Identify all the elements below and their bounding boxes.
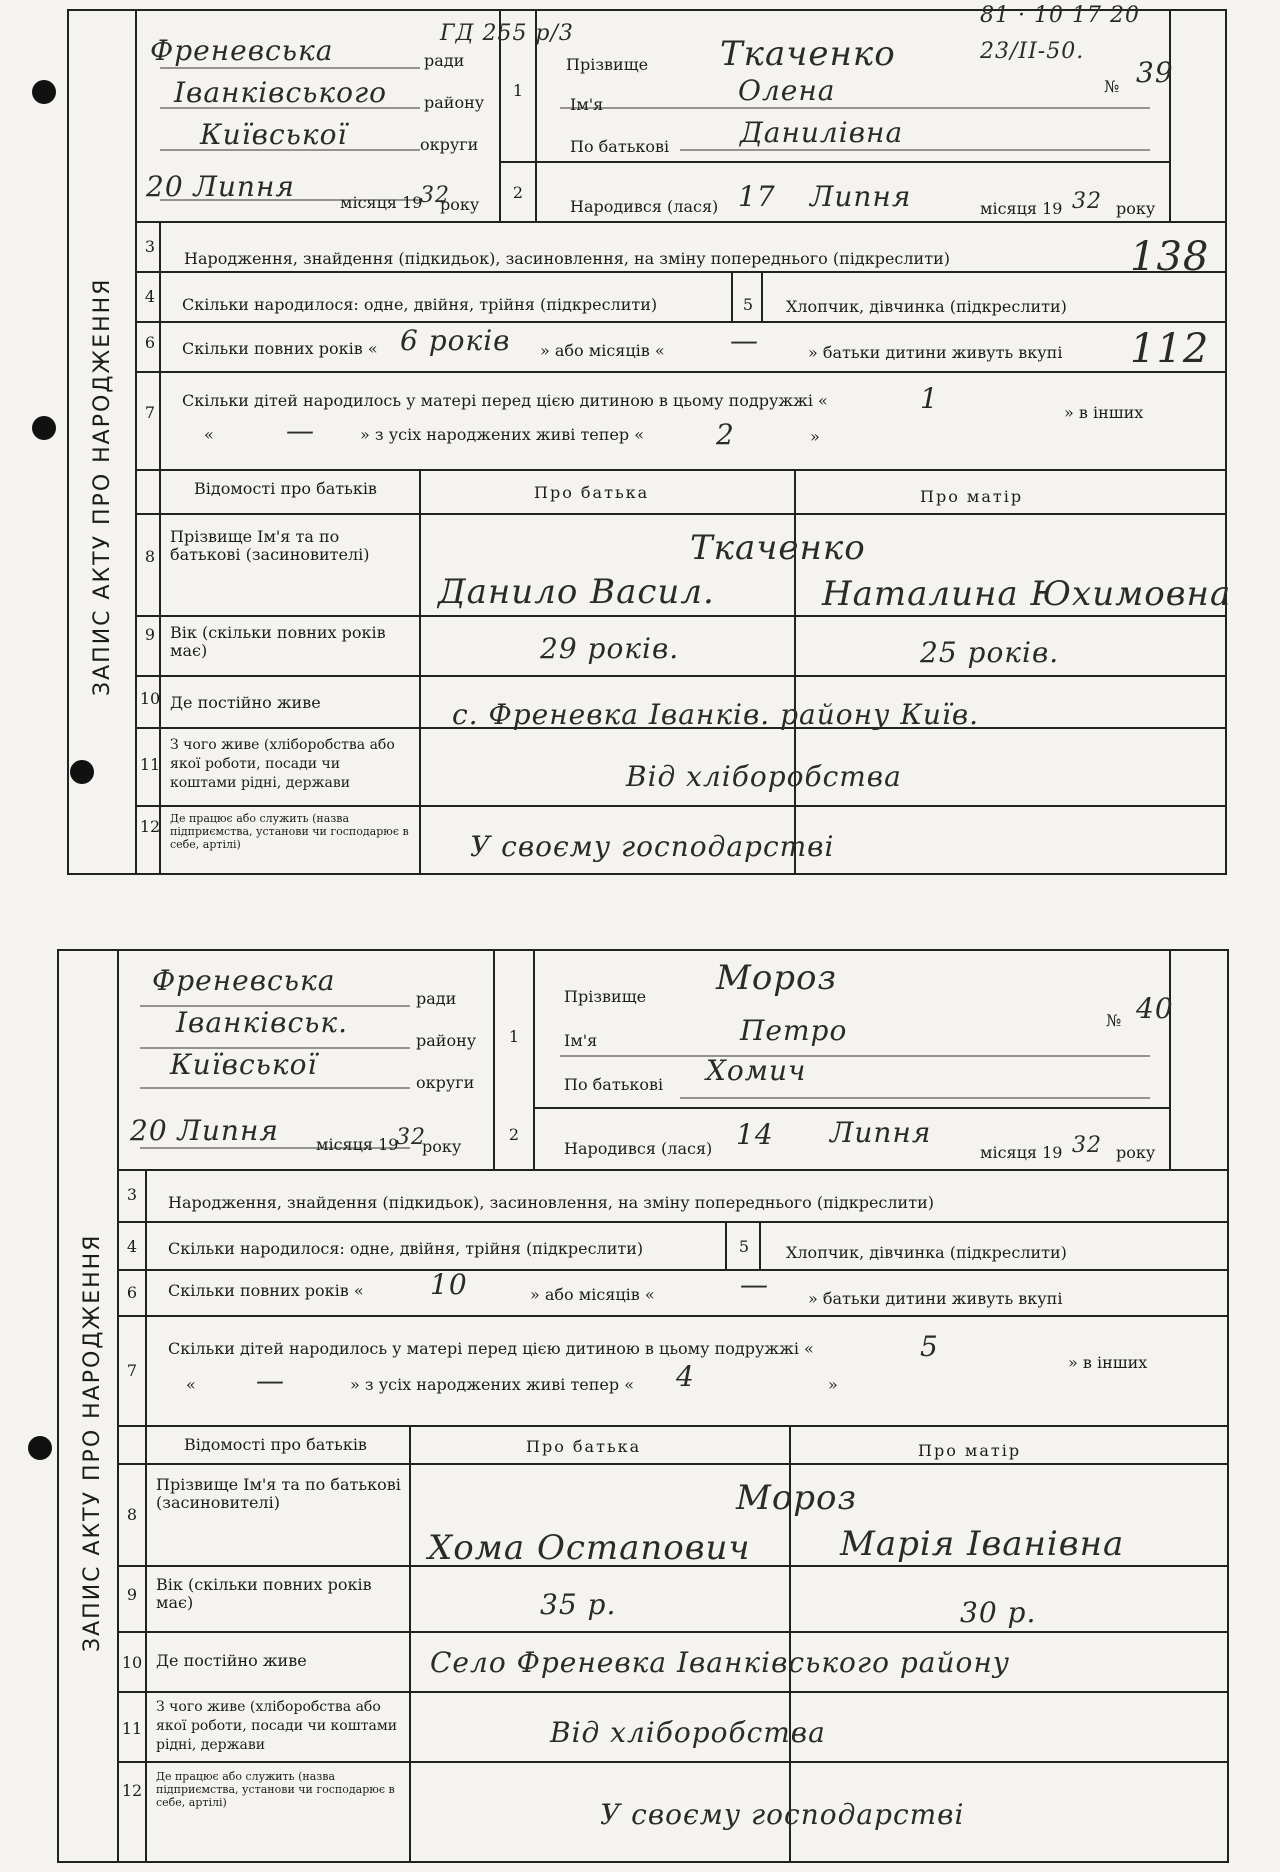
r1-row8-label: Прізвище Ім'я та по батькові (засиновителі)	[170, 527, 370, 564]
r2-rayon-value: Іванківськ.	[176, 1006, 349, 1039]
record-1-side-title: ЗАПИС АКТУ ПРО НАРОДЖЕННЯ	[90, 277, 115, 696]
r1-date-top: 23/ІІ-50.	[980, 39, 1085, 64]
r2-reg-year-value: 32	[396, 1125, 426, 1150]
r1-patronymic-label: По батькові	[570, 137, 670, 156]
r2-surname-value: Мороз	[716, 958, 838, 998]
r2-row-number-2: 2	[508, 1125, 520, 1144]
r1-birth-year: 32	[1072, 189, 1102, 214]
r2-name-value: Петро	[740, 1014, 848, 1047]
r2-number-value: 40	[1136, 992, 1174, 1025]
r1-work: У своєму господарстві	[470, 830, 835, 863]
r1-row7-label-b: » в інших	[1064, 403, 1144, 422]
r1-birth-day: 17	[738, 180, 776, 213]
r2-surname-label: Прізвище	[564, 987, 647, 1006]
r1-year-label: року	[440, 195, 480, 214]
r2-parents-info-header: Відомості про батьків	[184, 1435, 367, 1454]
r2-birth-month: Липня	[830, 1116, 932, 1149]
r2-rayon-label: району	[416, 1031, 477, 1050]
binder-hole	[70, 760, 94, 784]
r2-okruga-value: Київської	[170, 1048, 318, 1081]
r1-row-number-7: 7	[144, 403, 156, 422]
r1-margin-note-b: 112	[1130, 326, 1210, 372]
r1-row-number-4: 4	[144, 287, 156, 306]
r1-name-value: Олена	[738, 74, 836, 107]
r1-father-age: 29 років.	[540, 632, 680, 665]
r1-rayon-label: району	[424, 93, 485, 112]
r2-patronymic-label: По батькові	[564, 1075, 664, 1094]
r1-born-month-label: місяця 19	[980, 199, 1063, 218]
r2-row6-label-a: Скільки повних років «	[168, 1281, 364, 1300]
r2-birth-year: 32	[1072, 1133, 1102, 1158]
r1-row4-label: Скільки народилося: одне, двійня, трійня (підкреслити)	[182, 295, 658, 314]
r1-row7-label-e: »	[810, 427, 820, 446]
r2-reg-date-value: 20 Липня	[130, 1114, 279, 1147]
r2-row7-label-d: » з усіх народжених живі тепер «	[350, 1375, 635, 1394]
r1-born-label: Народився (лася)	[570, 197, 719, 216]
r1-okruga-label: округи	[420, 135, 479, 154]
r2-row3-label: Народження, знайдення (підкидьок), засиновлення, на зміну попереднього (підкреслити)	[168, 1193, 934, 1212]
r1-row-number-8: 8	[144, 547, 156, 566]
r2-father-name: Хома Остапович	[428, 1528, 751, 1568]
r2-number-label: №	[1106, 1011, 1122, 1030]
r1-row-number-3: 3	[144, 237, 156, 256]
r1-mother-header: Про матір	[920, 487, 1024, 506]
r2-rada-value: Френевська	[152, 964, 336, 997]
r1-birth-month: Липня	[810, 180, 912, 213]
r1-row-number-1: 1	[512, 81, 524, 100]
r1-reg-date-value: 20 Липня	[146, 170, 295, 203]
r2-born-label: Народився (лася)	[564, 1139, 713, 1158]
r2-months-together: —	[740, 1268, 769, 1301]
r2-row5-label: Хлопчик, дівчинка (підкреслити)	[786, 1243, 1067, 1262]
r1-alive-now: 2	[716, 418, 735, 451]
r2-month-label: місяця 19	[316, 1135, 399, 1154]
r1-okruga-value: Київської	[200, 118, 348, 151]
r2-row8-label: Прізвище Ім'я та по батькові (засиновителі)	[156, 1475, 401, 1512]
r1-row10-label: Де постійно живе	[170, 693, 321, 712]
r1-reg-year-value: 32	[420, 183, 450, 208]
r1-row-number-12: 12	[139, 817, 161, 836]
r1-father-surname: Ткаченко	[690, 528, 866, 568]
r1-months-together: —	[730, 324, 759, 357]
r1-children-before: 1	[920, 382, 939, 415]
r2-row-number-10: 10	[121, 1653, 143, 1672]
r2-row6-label-c: » батьки дитини живуть вкупі	[808, 1289, 1063, 1308]
r1-row5-label: Хлопчик, дівчинка (підкреслити)	[786, 297, 1067, 316]
r1-row6-label-c: » батьки дитини живуть вкупі	[808, 343, 1063, 362]
r1-row7-label-c: «	[204, 425, 214, 444]
r2-row10-label: Де постійно живе	[156, 1651, 307, 1670]
r2-father-header: Про батька	[526, 1437, 642, 1456]
r1-row7-label-d: » з усіх народжених живі тепер «	[360, 425, 645, 444]
r2-row-number-6: 6	[126, 1283, 138, 1302]
r1-row9-label: Вік (скільки повних років має)	[170, 623, 386, 660]
record-2-side-title: ЗАПИС АКТУ ПРО НАРОДЖЕННЯ	[80, 1233, 105, 1652]
r2-row-number-1: 1	[508, 1027, 520, 1046]
r2-row7-label-b: » в інших	[1068, 1353, 1148, 1372]
r2-birth-day: 14	[736, 1118, 774, 1151]
r1-row-number-9: 9	[144, 625, 156, 644]
r2-mother-age: 30 р.	[960, 1596, 1037, 1629]
r1-row-number-5: 5	[742, 295, 754, 314]
r2-year-label: року	[422, 1137, 462, 1156]
r2-father-surname: Мороз	[736, 1478, 858, 1518]
r2-work: У своєму господарстві	[600, 1798, 965, 1831]
r2-father-age: 35 р.	[540, 1588, 617, 1621]
r2-row-number-7: 7	[126, 1361, 138, 1380]
r2-livelihood: Від хліборобства	[550, 1716, 826, 1749]
r2-row-number-5: 5	[738, 1237, 750, 1256]
r2-row9-label: Вік (скільки повних років має)	[156, 1575, 372, 1612]
r1-row6-label-b: » або місяців «	[540, 341, 665, 360]
birth-record-card-2	[0, 936, 1280, 1872]
r1-surname-value: Ткаченко	[720, 34, 896, 74]
r2-row12-label: Де працює або служить (назва підприємства, установи чи господарює в себе, артілі)	[156, 1770, 395, 1809]
r2-years-together: 10	[430, 1268, 468, 1301]
r1-residence: с. Френевка Іванків. району Київ.	[452, 698, 980, 731]
r2-residence: Село Френевка Іванківського району	[430, 1646, 1011, 1679]
r2-born-year-label: року	[1116, 1143, 1156, 1162]
r1-number-value: 39	[1136, 56, 1174, 89]
r1-archive-stamp: ГД 255 р/3	[440, 21, 574, 46]
r1-row3-label: Народження, знайдення (підкидьок), засиновлення, на зміну попереднього (підкреслити)	[184, 249, 950, 268]
r1-row-number-10: 10	[139, 689, 161, 708]
r2-row-number-12: 12	[121, 1781, 143, 1800]
r1-mother-age: 25 років.	[920, 636, 1060, 669]
r2-mother-header: Про матір	[918, 1441, 1022, 1460]
r1-patronymic-value: Данилівна	[740, 116, 904, 149]
r1-rada-value: Френевська	[150, 34, 334, 67]
r1-children-other: —	[286, 414, 315, 447]
r1-number-label: №	[1104, 77, 1120, 96]
r1-rayon-value: Іванківського	[174, 76, 387, 109]
r2-children-before: 5	[920, 1330, 939, 1363]
r1-name-label: Ім'я	[570, 95, 604, 114]
r2-row-number-3: 3	[126, 1185, 138, 1204]
binder-hole	[32, 80, 56, 104]
r1-surname-label: Прізвище	[566, 55, 649, 74]
r2-patronymic-value: Хомич	[706, 1054, 807, 1087]
r1-row-number-11: 11	[139, 755, 161, 774]
r1-row7-label-a: Скільки дітей народилось у матері перед цією дитиною в цьому подружжі «	[182, 391, 828, 410]
r1-row-number-6: 6	[144, 333, 156, 352]
r1-corner-note: 81 · 10 17 20	[980, 3, 1140, 28]
r1-father-name: Данило Васил.	[438, 572, 715, 612]
r1-mother-name: Наталина Юхимовна	[822, 574, 1232, 614]
r1-row12-label: Де працює або служить (назва підприємства, установи чи господарює в себе, артілі)	[170, 812, 409, 851]
r1-rada-label: ради	[424, 51, 465, 70]
r2-okruga-label: округи	[416, 1073, 475, 1092]
r1-father-header: Про батька	[534, 483, 650, 502]
r2-born-month-label: місяця 19	[980, 1143, 1063, 1162]
r2-row6-label-b: » або місяців «	[530, 1285, 655, 1304]
r2-row-number-9: 9	[126, 1585, 138, 1604]
r2-row4-label: Скільки народилося: одне, двійня, трійня (підкреслити)	[168, 1239, 644, 1258]
r1-margin-note-a: 138	[1130, 234, 1210, 280]
r2-children-other: —	[256, 1364, 285, 1397]
r2-alive-now: 4	[676, 1360, 695, 1393]
r2-row-number-4: 4	[126, 1237, 138, 1256]
r2-row-number-11: 11	[121, 1719, 143, 1738]
r2-row7-label-a: Скільки дітей народилось у матері перед цією дитиною в цьому подружжі «	[168, 1339, 814, 1358]
r1-livelihood: Від хліборобства	[626, 760, 902, 793]
r2-row7-label-e: »	[828, 1375, 838, 1394]
binder-hole	[32, 416, 56, 440]
r1-row11-label: З чого живе (хліборобства або якої роботи, посади чи коштами рідні, держави	[170, 737, 395, 791]
r2-row-number-8: 8	[126, 1505, 138, 1524]
r1-born-year-label: року	[1116, 199, 1156, 218]
r1-row-number-2: 2	[512, 183, 524, 202]
r1-row6-label-a: Скільки повних років «	[182, 339, 378, 358]
r2-row11-label: З чого живе (хліборобства або якої роботи, посади чи коштами рідні, держави	[156, 1699, 398, 1753]
r1-years-together: 6 років	[400, 324, 511, 357]
binder-hole	[28, 1436, 52, 1460]
r1-parents-info-header: Відомості про батьків	[194, 479, 377, 498]
r2-mother-name: Марія Іванівна	[840, 1524, 1125, 1564]
r2-row7-label-c: «	[186, 1375, 196, 1394]
r1-month-label: місяця 19	[340, 193, 423, 212]
r2-name-label: Ім'я	[564, 1031, 598, 1050]
r2-rada-label: ради	[416, 989, 457, 1008]
